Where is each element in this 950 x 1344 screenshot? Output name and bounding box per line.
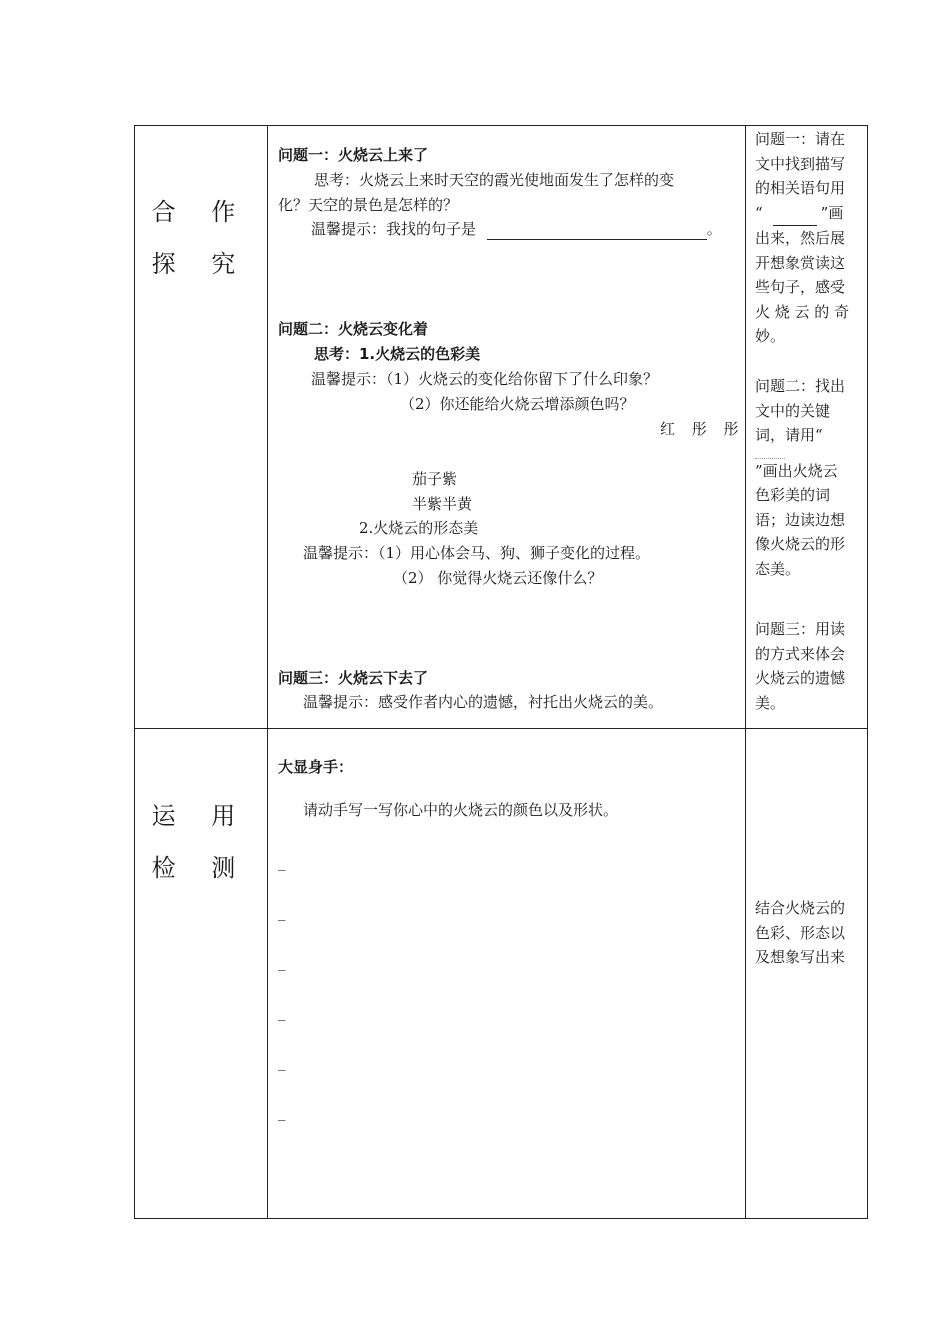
table-middle-border (134, 728, 868, 729)
q3-heading: 问题三：火烧云下去了 (278, 669, 429, 687)
side-note-q2-line: 态美。 (755, 559, 801, 578)
q1-think-line2: 化？天空的景色是怎样的？ (278, 196, 459, 214)
section2-heading: 大显身手： (278, 758, 354, 776)
side-note-section2-line: 及想象写出来 (755, 948, 846, 966)
q2-color-mixed: 半紫半黄 (412, 495, 473, 513)
side-note-q2-line: 像火烧云的形 (755, 535, 846, 553)
side-note-q2 (755, 374, 863, 581)
side-note-q1-line: 些句子，感受 (755, 278, 846, 296)
q1-heading: 问题一：火烧云上来了 (278, 146, 429, 164)
table-bottom-border (134, 1218, 868, 1219)
writing-line[interactable]: _ (278, 953, 286, 971)
underline-sample (773, 201, 817, 227)
q1-hint-prefix: 温馨提示：我找的句子是 (311, 220, 477, 238)
table-right-border (867, 125, 868, 1219)
section2-title (134, 790, 267, 894)
q2-hint2: （2）你还能给火烧云增添颜色吗？ (400, 395, 635, 413)
q1-hint-suffix: 。 (706, 220, 722, 238)
q1-hint (311, 219, 722, 240)
side-note-q1-line: 的相关语句用 (755, 179, 846, 197)
side-note-q3-line: 美。 (755, 693, 786, 712)
side-note-section2-line: 色彩、形态以 (755, 923, 846, 942)
writing-line[interactable]: _ (278, 903, 286, 921)
table-col-divider-2 (745, 125, 746, 1219)
section2-title-line2: 检 测 (151, 854, 250, 882)
q2-think: 思考：1.火烧云的色彩美 (314, 345, 481, 363)
table-top-border (134, 125, 868, 126)
side-note-q1-line: 火 烧 云 的 奇 (755, 302, 850, 321)
section1-title-line2: 探 究 (151, 250, 250, 278)
q2-color-red: 红 彤 彤 (660, 420, 745, 438)
side-note-q1-line: 问题一：请在 (755, 130, 846, 148)
q1-think-line1: 思考：火烧云上来时天空的霞光使地面发生了怎样的变 (314, 171, 675, 189)
side-note-q1-line: 开想象赏读这 (755, 253, 846, 272)
side-note-q1-line: 妙。 (755, 327, 786, 345)
side-note-q2-line: 语；边读边想 (755, 510, 846, 529)
side-note-q1-quote-open: “ (755, 203, 763, 222)
side-note-q1-line (755, 201, 863, 227)
q2-shape: 2.火烧云的形态美 (359, 519, 479, 537)
q2-shape-hint2: （2） 你觉得火烧云还像什么？ (393, 569, 603, 587)
side-note-q3-line: 问题三：用读 (755, 620, 846, 638)
q2-heading: 问题二：火烧云变化着 (278, 320, 429, 338)
q1-answer-blank[interactable] (487, 219, 707, 240)
section1-title-line1: 合 作 (151, 198, 250, 226)
writing-line[interactable]: _ (278, 1003, 286, 1021)
writing-line[interactable]: _ (278, 853, 286, 871)
writing-line[interactable]: _ (278, 1053, 286, 1071)
side-note-q2-line: 文中的关键 (755, 401, 831, 420)
side-note-section2-line: 结合火烧云的 (755, 899, 846, 917)
side-note-q2-line (755, 423, 863, 459)
side-note-q1 (755, 127, 863, 349)
side-note-q1-quote-close: ”画 (820, 203, 844, 222)
section2-title-line1: 运 用 (151, 802, 250, 830)
side-note-q2-quote-open: 词，请用“ (755, 426, 823, 444)
side-note-q3-line: 火烧云的遗憾 (755, 669, 846, 687)
q3-hint: 温馨提示：感受作者内心的遗憾，衬托出火烧云的美。 (303, 693, 664, 711)
side-note-q2-line: 问题二：找出 (755, 377, 846, 395)
side-note-section2 (755, 896, 863, 970)
table-col-divider-1 (267, 125, 268, 1219)
q2-shape-hint1: 温馨提示：（1）用心体会马、狗、狮子变化的过程。 (303, 544, 651, 562)
side-note-q2-line: ”画出火烧云 (755, 461, 838, 480)
side-note-q1-line: 出来，然后展 (755, 229, 846, 247)
writing-line[interactable]: _ (278, 1103, 286, 1121)
section2-task: 请动手写一写你心中的火烧云的颜色以及形状。 (303, 801, 619, 819)
q2-hint1: 温馨提示：（1）火烧云的变化给你留下了什么印象？ (311, 370, 659, 388)
q2-color-purple: 茄子紫 (412, 470, 458, 488)
wavy-line-sample (755, 448, 785, 459)
side-note-q1-line: 文中找到描写 (755, 154, 846, 173)
side-note-q2-line: 色彩美的词 (755, 486, 831, 504)
side-note-q3-line: 的方式来体会 (755, 644, 846, 663)
section1-title (134, 186, 267, 290)
side-note-q3 (755, 617, 863, 715)
